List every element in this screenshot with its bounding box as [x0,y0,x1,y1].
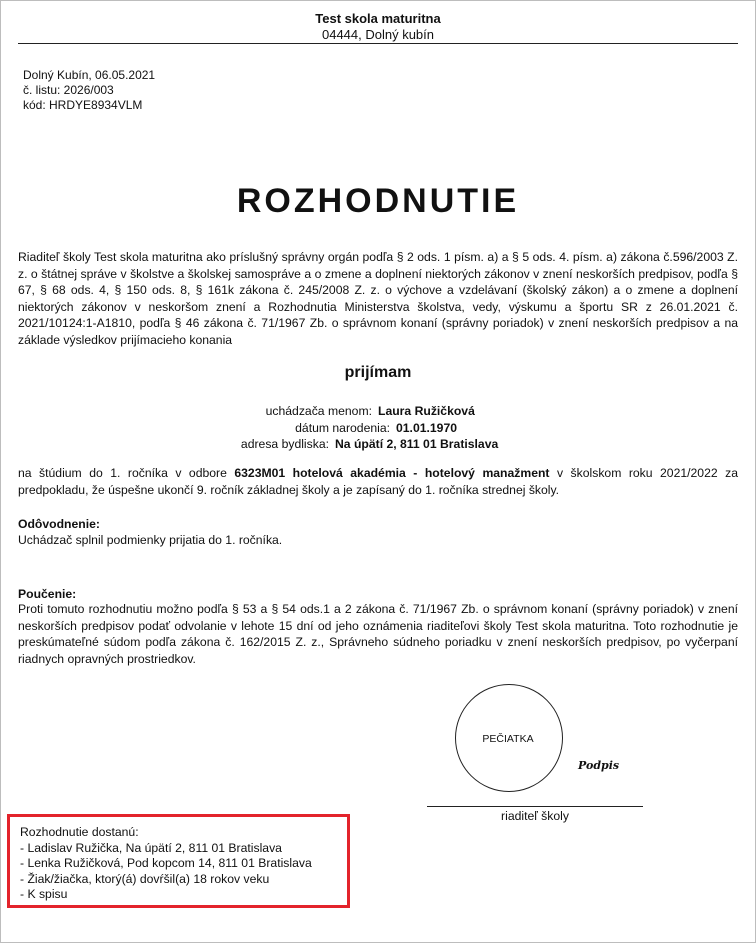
letter-number: č. listu: 2026/003 [23,83,114,97]
study-suffix: v školskom roku 2021/2022 za predpokladu, že úspešne ukončí 9. ročník základnej školy a je zapísaný do 1. ročníka strednej školy. [18,466,738,497]
applicant-address-row [0,436,756,453]
applicant-name-label: uchádzača menom: [265,404,372,418]
document-title: ROZHODNUTIE [236,182,520,220]
signature-line [427,806,643,807]
stamp-label: PEČIATKA [482,733,534,745]
instruction-text: Proti tomuto rozhodnutiu možno podľa § 53 a § 54 ods.1 a 2 zákona č. 71/1967 Zb. o správnom konaní (správny poriadok) v znení neskorších predpisov podať odvolanie v lehote 15 dní od jeho oznámenia riaditeľovi školy Test skola maturitna. Toto rozhodnutie je preskúmateľné súdom podľa zákona č. 162/2015 Z. z., Správneho súdneho poriadku v znení neskorších predpisov, po vyčerpaní riadnych opravných prostriedkov. [18,602,738,666]
recipients-box [7,814,350,908]
school-address: 04444, Dolný kubín [321,27,435,42]
signature: Podpis [578,759,620,772]
applicant-details [0,403,756,453]
justification-text: Uchádzač splnil podmienky prijatia do 1. ročníka. [18,533,283,547]
school-name: Test skola maturitna [315,11,441,26]
recipient-item: - Žiak/žiačka, ktorý(á) dovŕšil(a) 18 rokov veku [20,871,270,886]
justification-heading: Odôvodnenie: [18,517,100,531]
intro-paragraph: Riaditeľ školy Test skola maturitna ako príslušný správny orgán podľa § 2 ods. 1 písm. a) a § 5 ods. 4. písm. a) zákona č.596/2003 Z. z. o štátnej správe v školstve a školskej samospráve a o zmene a doplnení niektorých zákonov v znení neskorších predpisov, podľa § 67, § 68 ods. 4, § 150 ods. 8, § 161k zákona č. 245/2008 Z. z. o výchove a vzdelávaní (školský zákon) a o zmene a doplnení niektorých zákonov v neskoršom znení a Rozhodnutia Ministerstva školstva, vedy, výskumu a športu SR z 26.01.2021 č. 2021/10124:1-A1810, podľa § 46 zákona č. 71/1967 Zb. o správnom konaní (správny poriadok) v znení neskorších predpisov a na základe výsledkov prijímacieho konania [18,250,738,347]
study-prefix: na štúdium do 1. ročníka v odbore [18,466,235,480]
study-paragraph [18,465,738,498]
place-date: Dolný Kubín, 06.05.2021 [23,68,156,82]
applicant-name-value: Laura Ružičková [378,404,475,418]
header-divider [18,43,738,44]
applicant-address-label: adresa bydliska: [240,437,329,451]
applicant-dob-label: dátum narodenia: [295,420,390,435]
recipients-heading: Rozhodnutie dostanú: [20,825,139,839]
instruction-heading: Poučenie: [18,587,77,601]
document-code: kód: HRDYE8934VLM [23,98,143,112]
document-meta [23,68,155,113]
applicant-dob-row [0,420,756,437]
director-label: riaditeľ školy [501,809,569,823]
verdict-heading: prijímam [344,364,412,381]
recipient-item: - Lenka Ružičková, Pod kopcom 14, 811 01 Bratislava [20,856,312,870]
recipient-item: - Ladislav Ružička, Na úpätí 2, 811 01 Bratislava [20,840,282,855]
applicant-address-value: Na úpätí 2, 811 01 Bratislava [335,437,499,451]
applicant-name-row [0,403,756,420]
applicant-dob-value: 01.01.1970 [396,420,457,435]
recipient-item: - K spisu [20,887,68,901]
study-field: 6323M01 hotelová akadémia - hotelový manažment [234,466,550,480]
